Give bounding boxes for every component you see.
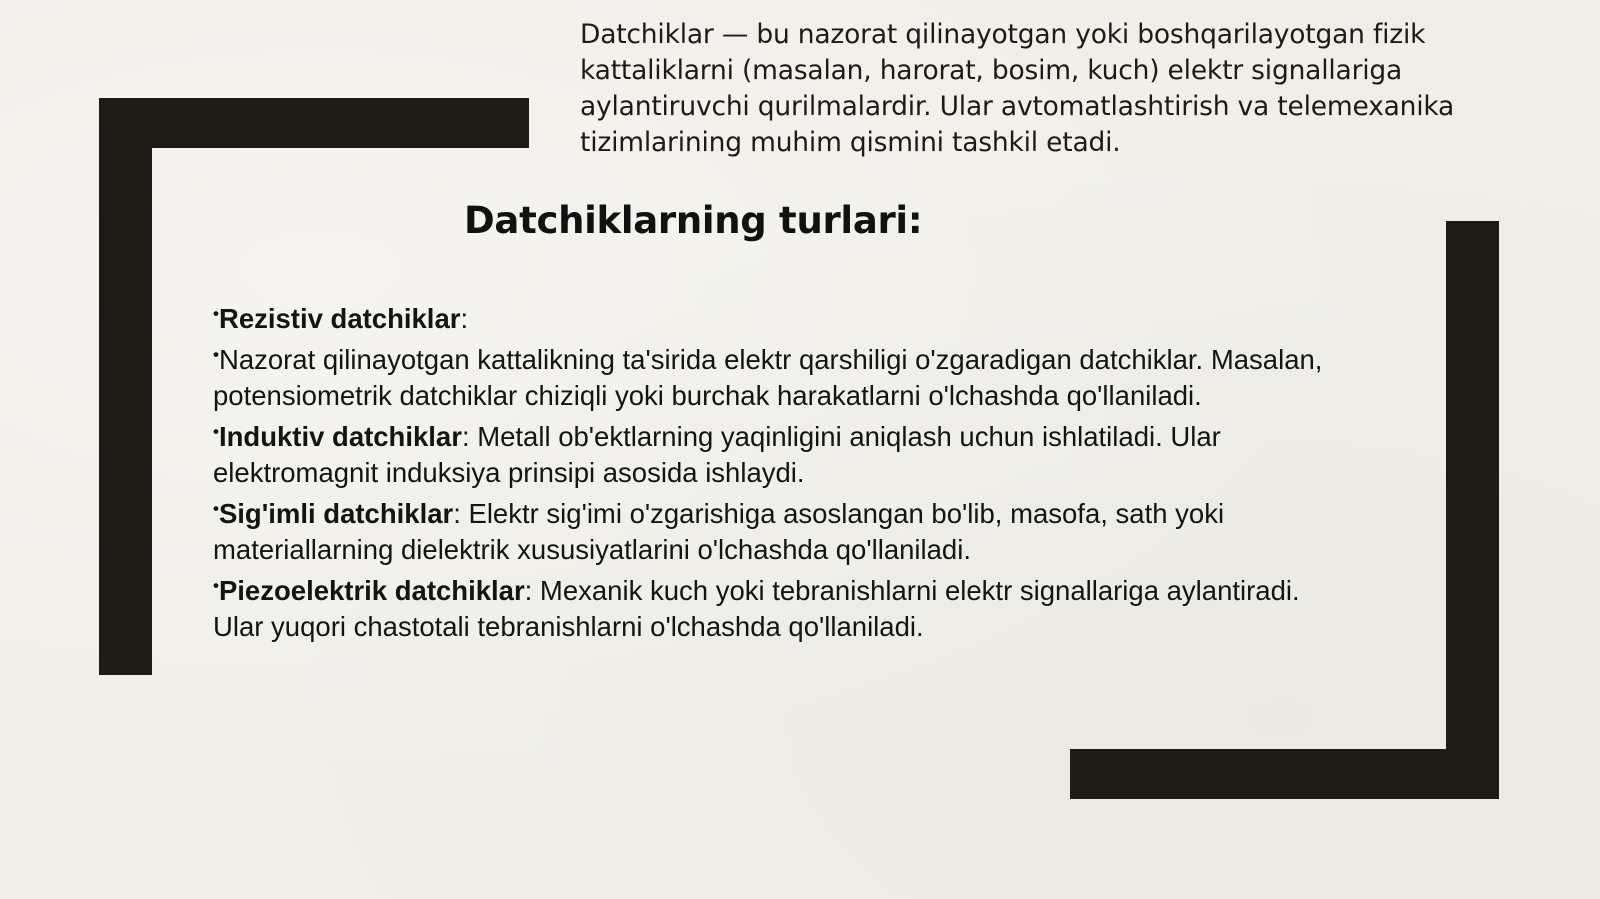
list-item — [213, 491, 1343, 568]
item-text: : Mexanik kuch yoki tebranishlarni elektr signallariga aylantiradi. Ular yuqori chastotali tebranishlarni o'lchashda qo'llaniladi. — [213, 575, 1300, 642]
bullet-icon: • — [213, 304, 219, 323]
frame-top-left-horizontal — [99, 98, 529, 148]
list-item — [213, 414, 1343, 491]
item-term: Induktiv datchiklar — [218, 421, 462, 452]
list-item — [213, 296, 1343, 337]
frame-top-left-vertical — [99, 98, 152, 675]
item-text: : Elektr sig'imi o'zgarishiga asoslangan bo'lib, masofa, sath yoki materiallarning dielektrik xususiyatlarini o'lchashda qo'llaniladi. — [213, 498, 1225, 565]
item-term: Rezistiv datchiklar — [218, 303, 461, 334]
bullet-icon: • — [213, 345, 219, 364]
bullet-icon: • — [213, 499, 219, 518]
item-text: Nazorat qilinayotgan kattalikning ta'sirida elektr qarshiligi o'zgaradigan datchiklar. Masalan, potensiometrik datchiklar chiziqli yoki burchak harakatlarni o'lchashda qo'llaniladi. — [213, 344, 1323, 411]
item-term: Sig'imli datchiklar — [218, 498, 454, 529]
list-item — [213, 337, 1343, 414]
list-item — [213, 568, 1343, 645]
slide-title: Datchiklarning turlari: — [464, 199, 923, 242]
sensor-types-list — [213, 296, 1343, 645]
intro-paragraph: Datchiklar — bu nazorat qilinayotgan yoki boshqarilayotgan fizik kattaliklarni (masalan, harorat, bosim, kuch) elektr signallariga aylantiruvchi qurilmalardir. Ular avtomatlashtirish va telemexanika tizimlarining muhim qismini tashkil etadi. — [580, 19, 1455, 158]
frame-bottom-right-horizontal — [1070, 749, 1499, 799]
item-text: : Metall ob'ektlarning yaqinligini aniqlash uchun ishlatiladi. Ular elektromagnit induksiya prinsipi asosida ishlaydi. — [213, 421, 1221, 488]
frame-bottom-right-vertical — [1446, 221, 1499, 799]
item-text: : — [460, 303, 469, 334]
bullet-icon: • — [213, 576, 219, 595]
item-term: Piezoelektrik datchiklar — [218, 575, 525, 606]
bullet-icon: • — [213, 422, 219, 441]
